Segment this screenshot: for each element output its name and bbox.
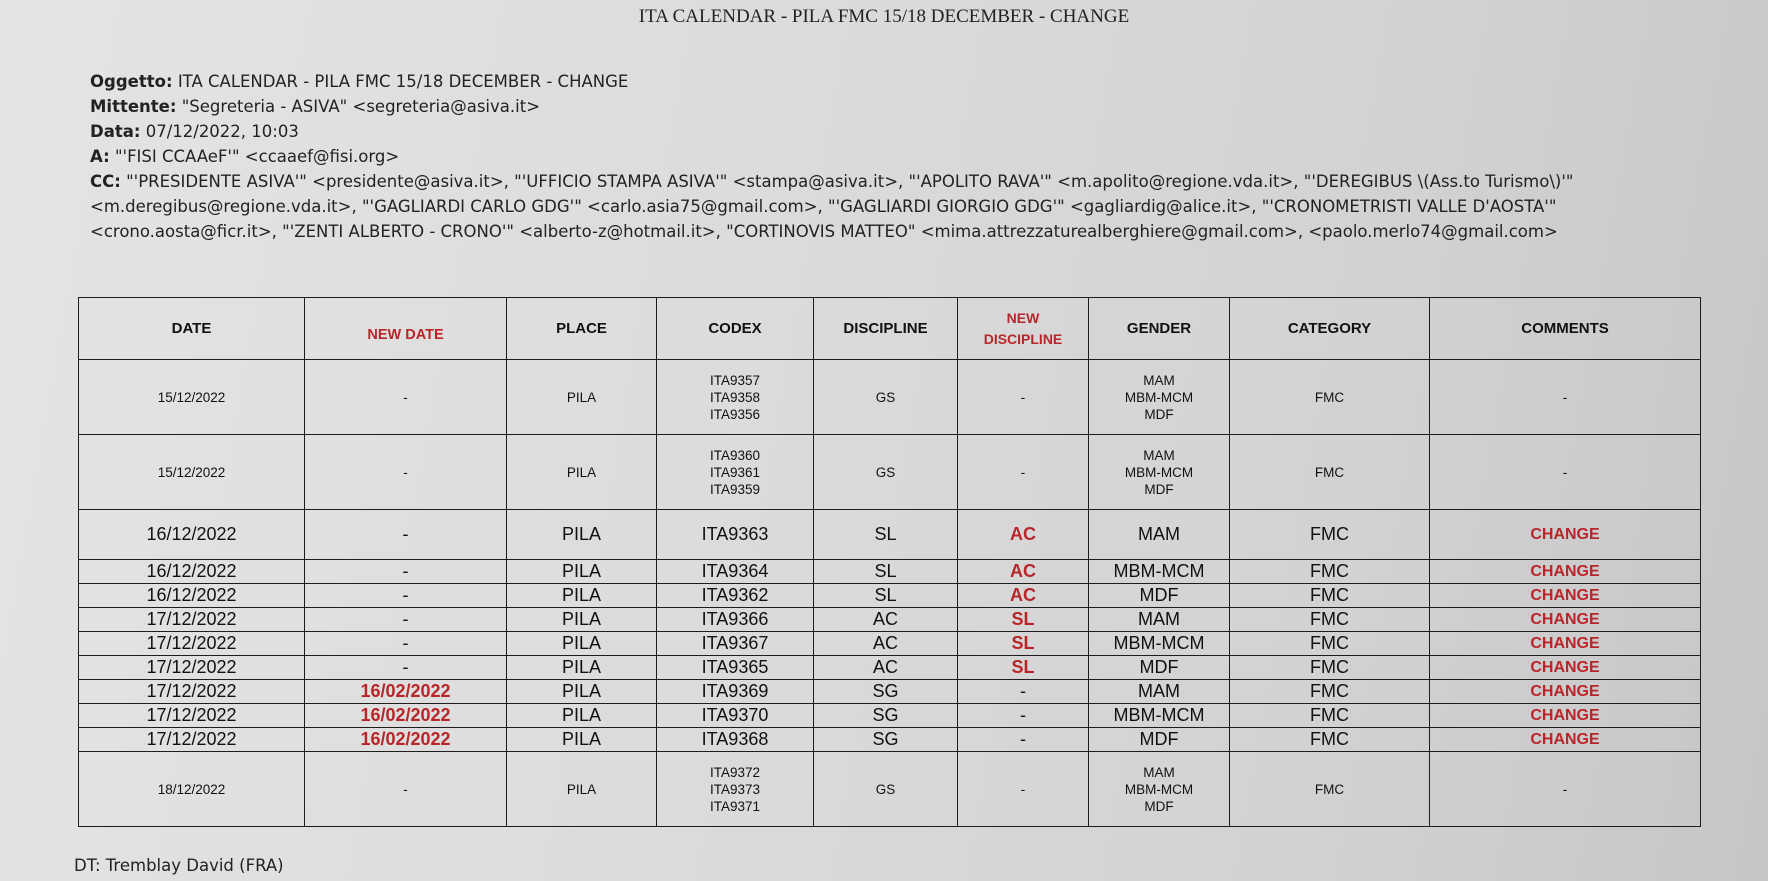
cell-comments: - bbox=[1430, 435, 1701, 510]
cell-discipline: SG bbox=[814, 680, 958, 704]
cell-line: MAM bbox=[1143, 447, 1175, 463]
cell-line: ITA9357 bbox=[709, 372, 761, 388]
cell-gender: MDF bbox=[1089, 584, 1230, 608]
cell-category: FMC bbox=[1230, 728, 1430, 752]
table-row bbox=[79, 560, 1701, 584]
cell-line: ITA9361 bbox=[709, 464, 761, 480]
cell-discipline: SL bbox=[814, 584, 958, 608]
cell-category: FMC bbox=[1230, 656, 1430, 680]
cell-line: ITA9373 bbox=[709, 781, 761, 797]
cell-new-date: - bbox=[305, 360, 507, 435]
cell-date: 17/12/2022 bbox=[79, 704, 305, 728]
date-row bbox=[90, 119, 1750, 144]
table-row bbox=[79, 608, 1701, 632]
cell-place: PILA bbox=[507, 584, 657, 608]
cell-comments: CHANGE bbox=[1430, 560, 1701, 584]
cell-comments: CHANGE bbox=[1430, 608, 1701, 632]
cell-comments: CHANGE bbox=[1430, 680, 1701, 704]
cell-comments: CHANGE bbox=[1430, 510, 1701, 560]
cell-place: PILA bbox=[507, 680, 657, 704]
cc-value-line2: <m.deregibus@regione.vda.it>, "'GAGLIARDI CARLO GDG'" <carlo.asia75@gmail.com>, "'GAGLIARDI GIORGIO GDG'" <gagliardig@alice.it>, "'CRONOMETRISTI VALLE D'AOSTA'" bbox=[90, 197, 1557, 216]
cell-new-discipline: SL bbox=[958, 656, 1089, 680]
cell-date: 16/12/2022 bbox=[79, 584, 305, 608]
cell-discipline: SL bbox=[814, 510, 958, 560]
header-discipline: DISCIPLINE bbox=[814, 298, 958, 360]
cell-codex: ITA9365 bbox=[657, 656, 814, 680]
cell-new-discipline: SL bbox=[958, 608, 1089, 632]
sender-value: "Segreteria - ASIVA" <segreteria@asiva.it> bbox=[181, 97, 541, 116]
cell-new-date: - bbox=[305, 608, 507, 632]
cell-date: 17/12/2022 bbox=[79, 632, 305, 656]
cell-discipline: GS bbox=[814, 752, 958, 827]
cell-comments: CHANGE bbox=[1430, 704, 1701, 728]
subject-row bbox=[90, 69, 1750, 94]
cell-gender bbox=[1089, 752, 1230, 827]
table-body bbox=[79, 360, 1701, 827]
cell-category: FMC bbox=[1230, 435, 1430, 510]
cell-new-date: - bbox=[305, 560, 507, 584]
cell-line: MDF bbox=[1144, 798, 1174, 814]
table-row bbox=[79, 360, 1701, 435]
cell-new-date: 16/02/2022 bbox=[305, 704, 507, 728]
cell-codex: ITA9367 bbox=[657, 632, 814, 656]
cell-line: MDF bbox=[1144, 406, 1174, 422]
cell-new-discipline: - bbox=[958, 704, 1089, 728]
cell-gender: MDF bbox=[1089, 728, 1230, 752]
cell-date: 18/12/2022 bbox=[79, 752, 305, 827]
to-row bbox=[90, 144, 1750, 169]
sender-label: Mittente: bbox=[90, 97, 177, 116]
cell-line: MAM bbox=[1143, 372, 1175, 388]
cell-gender: MBM-MCM bbox=[1089, 632, 1230, 656]
cell-discipline: GS bbox=[814, 360, 958, 435]
cell-comments: - bbox=[1430, 752, 1701, 827]
header-category: CATEGORY bbox=[1230, 298, 1430, 360]
cell-line: ITA9360 bbox=[709, 447, 761, 463]
cc-value-line3: <crono.aosta@ficr.it>, "'ZENTI ALBERTO - CRONO'" <alberto-z@hotmail.it>, "CORTINOVIS MATTEO" <mima.attrezzaturealberghiere@gmail.com>, <paolo.merlo74@gmail.com> bbox=[90, 222, 1558, 241]
cell-codex bbox=[657, 752, 814, 827]
calendar-table bbox=[78, 297, 1701, 827]
cell-comments: CHANGE bbox=[1430, 728, 1701, 752]
cell-date: 17/12/2022 bbox=[79, 728, 305, 752]
cell-new-discipline: - bbox=[958, 435, 1089, 510]
cell-new-discipline: AC bbox=[958, 584, 1089, 608]
cell-new-date: - bbox=[305, 584, 507, 608]
cell-discipline: AC bbox=[814, 656, 958, 680]
cell-category: FMC bbox=[1230, 752, 1430, 827]
cell-category: FMC bbox=[1230, 510, 1430, 560]
cell-line: ITA9356 bbox=[709, 406, 761, 422]
cell-category: FMC bbox=[1230, 360, 1430, 435]
table-row bbox=[79, 632, 1701, 656]
header-new-discipline-line2: DISCIPLINE bbox=[983, 330, 1063, 347]
cell-line: ITA9358 bbox=[709, 389, 761, 405]
cell-gender: MAM bbox=[1089, 510, 1230, 560]
header-gender: GENDER bbox=[1089, 298, 1230, 360]
cell-new-date: 16/02/2022 bbox=[305, 728, 507, 752]
to-label: A: bbox=[90, 147, 110, 166]
cell-place: PILA bbox=[507, 360, 657, 435]
cell-line: MAM bbox=[1143, 764, 1175, 780]
cell-category: FMC bbox=[1230, 632, 1430, 656]
cell-codex: ITA9368 bbox=[657, 728, 814, 752]
cell-line: ITA9371 bbox=[709, 798, 761, 814]
cell-date: 17/12/2022 bbox=[79, 608, 305, 632]
header-new-discipline bbox=[958, 298, 1089, 360]
header-date: DATE bbox=[79, 298, 305, 360]
cell-discipline: SG bbox=[814, 704, 958, 728]
cell-new-date: - bbox=[305, 632, 507, 656]
table-row bbox=[79, 510, 1701, 560]
cell-date: 15/12/2022 bbox=[79, 435, 305, 510]
cell-place: PILA bbox=[507, 728, 657, 752]
cell-new-discipline: AC bbox=[958, 510, 1089, 560]
cc-row-2 bbox=[90, 194, 1750, 219]
cell-discipline: SG bbox=[814, 728, 958, 752]
cell-date: 17/12/2022 bbox=[79, 656, 305, 680]
date-value: 07/12/2022, 10:03 bbox=[145, 122, 299, 141]
cell-new-discipline: - bbox=[958, 728, 1089, 752]
cell-line: MBM-MCM bbox=[1124, 464, 1194, 480]
subject-label: Oggetto: bbox=[90, 72, 173, 91]
cell-new-discipline: SL bbox=[958, 632, 1089, 656]
cell-discipline: AC bbox=[814, 632, 958, 656]
cell-category: FMC bbox=[1230, 608, 1430, 632]
cell-gender: MAM bbox=[1089, 608, 1230, 632]
cell-new-date: 16/02/2022 bbox=[305, 680, 507, 704]
cell-codex bbox=[657, 435, 814, 510]
cell-comments: - bbox=[1430, 360, 1701, 435]
table-row bbox=[79, 680, 1701, 704]
cell-codex: ITA9363 bbox=[657, 510, 814, 560]
cell-gender: MAM bbox=[1089, 680, 1230, 704]
table-row bbox=[79, 435, 1701, 510]
cell-new-date: - bbox=[305, 752, 507, 827]
table-row bbox=[79, 752, 1701, 827]
cell-codex: ITA9362 bbox=[657, 584, 814, 608]
cell-place: PILA bbox=[507, 704, 657, 728]
cell-new-date: - bbox=[305, 510, 507, 560]
cell-place: PILA bbox=[507, 608, 657, 632]
cell-new-date: - bbox=[305, 656, 507, 680]
header-codex: CODEX bbox=[657, 298, 814, 360]
cell-date: 16/12/2022 bbox=[79, 560, 305, 584]
cell-codex: ITA9366 bbox=[657, 608, 814, 632]
email-header bbox=[90, 69, 1750, 244]
cell-gender bbox=[1089, 435, 1230, 510]
header-new-discipline-line1: NEW bbox=[1006, 309, 1040, 326]
cell-codex: ITA9369 bbox=[657, 680, 814, 704]
cell-discipline: SL bbox=[814, 560, 958, 584]
cell-line: ITA9372 bbox=[709, 764, 761, 780]
cell-date: 15/12/2022 bbox=[79, 360, 305, 435]
cell-line: MBM-MCM bbox=[1124, 389, 1194, 405]
cell-place: PILA bbox=[507, 632, 657, 656]
cc-row bbox=[90, 169, 1750, 194]
cell-category: FMC bbox=[1230, 704, 1430, 728]
page-title: ITA CALENDAR - PILA FMC 15/18 DECEMBER - CHANGE bbox=[638, 6, 1130, 27]
cell-gender: MBM-MCM bbox=[1089, 560, 1230, 584]
header-new-date: NEW DATE bbox=[305, 298, 507, 360]
cell-codex bbox=[657, 360, 814, 435]
cc-label: CC: bbox=[90, 172, 121, 191]
table-row bbox=[79, 704, 1701, 728]
to-value: "'FISI CCAAeF'" <ccaaef@fisi.org> bbox=[114, 147, 400, 166]
footer-signature: DT: Tremblay David (FRA) bbox=[74, 856, 284, 875]
cell-place: PILA bbox=[507, 656, 657, 680]
cell-category: FMC bbox=[1230, 584, 1430, 608]
cell-comments: CHANGE bbox=[1430, 656, 1701, 680]
table-header-row bbox=[79, 298, 1701, 360]
cell-new-discipline: AC bbox=[958, 560, 1089, 584]
cell-line: MDF bbox=[1144, 481, 1174, 497]
cell-place: PILA bbox=[507, 435, 657, 510]
cell-gender: MDF bbox=[1089, 656, 1230, 680]
cell-category: FMC bbox=[1230, 680, 1430, 704]
cell-line: MBM-MCM bbox=[1124, 781, 1194, 797]
subject-value: ITA CALENDAR - PILA FMC 15/18 DECEMBER - CHANGE bbox=[177, 72, 629, 91]
cell-date: 17/12/2022 bbox=[79, 680, 305, 704]
cell-new-discipline: - bbox=[958, 752, 1089, 827]
sender-row bbox=[90, 94, 1750, 119]
cell-category: FMC bbox=[1230, 560, 1430, 584]
table-row bbox=[79, 728, 1701, 752]
cell-comments: CHANGE bbox=[1430, 584, 1701, 608]
cell-codex: ITA9364 bbox=[657, 560, 814, 584]
cell-discipline: AC bbox=[814, 608, 958, 632]
cc-value-line1: "'PRESIDENTE ASIVA'" <presidente@asiva.it>, "'UFFICIO STAMPA ASIVA'" <stampa@asiva.it>, "'APOLITO RAVA'" <m.apolito@regione.vda.it>, "'DEREGIBUS \(Ass.to Turismo\)'" bbox=[126, 172, 1574, 191]
cell-gender bbox=[1089, 360, 1230, 435]
cell-line: ITA9359 bbox=[709, 481, 761, 497]
header-comments: COMMENTS bbox=[1430, 298, 1701, 360]
cc-row-3 bbox=[90, 219, 1750, 244]
cell-new-date: - bbox=[305, 435, 507, 510]
cell-place: PILA bbox=[507, 510, 657, 560]
cell-gender: MBM-MCM bbox=[1089, 704, 1230, 728]
cell-place: PILA bbox=[507, 560, 657, 584]
table-row bbox=[79, 584, 1701, 608]
header-place: PLACE bbox=[507, 298, 657, 360]
date-label: Data: bbox=[90, 122, 141, 141]
cell-codex: ITA9370 bbox=[657, 704, 814, 728]
cell-date: 16/12/2022 bbox=[79, 510, 305, 560]
cell-new-discipline: - bbox=[958, 360, 1089, 435]
cell-comments: CHANGE bbox=[1430, 632, 1701, 656]
cell-new-discipline: - bbox=[958, 680, 1089, 704]
cell-discipline: GS bbox=[814, 435, 958, 510]
cell-place: PILA bbox=[507, 752, 657, 827]
table-row bbox=[79, 656, 1701, 680]
